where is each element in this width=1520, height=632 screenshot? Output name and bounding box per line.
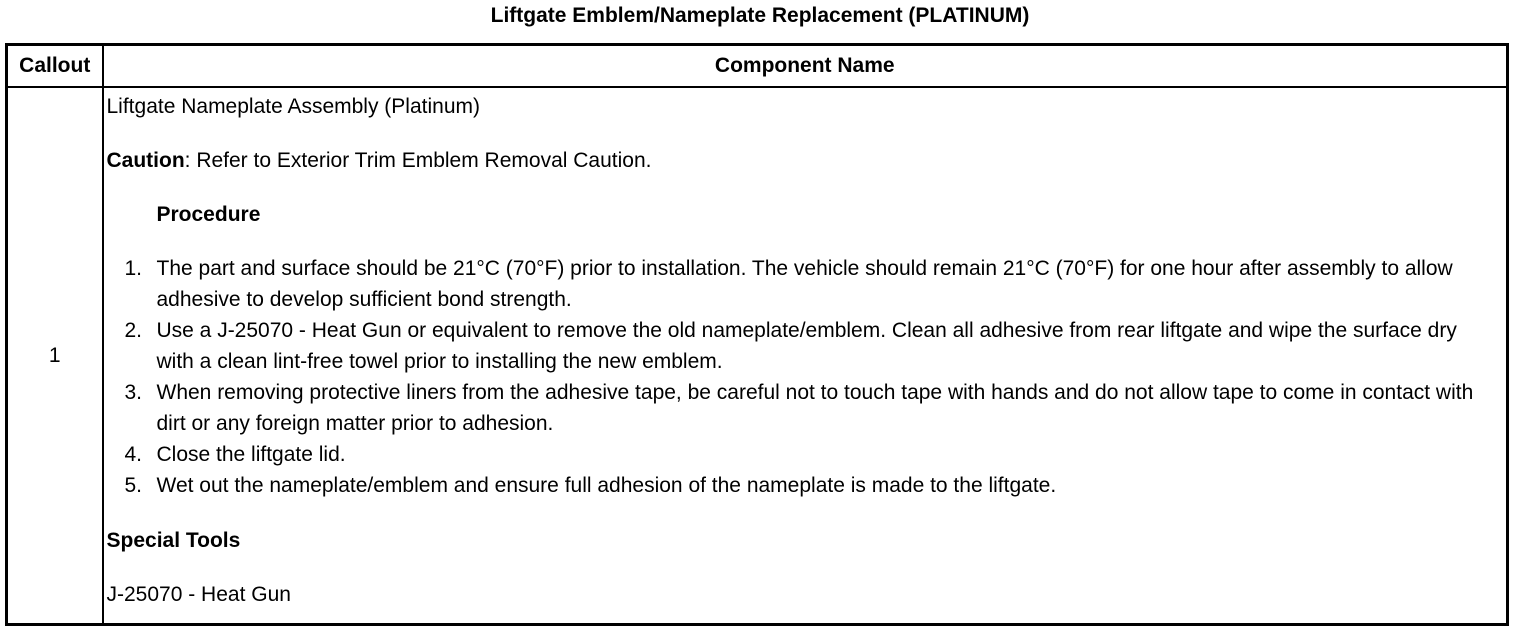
step-text: When removing protective liners from the adhesive tape, be careful not to touch tape with hands and do not allow tape to come in contact with dirt or any foreign matter prior to adhesion. <box>156 381 1474 435</box>
caution-text: : Refer to Exterior Trim Emblem Removal Caution. <box>184 149 652 172</box>
special-tools-heading: Special Tools <box>106 529 241 552</box>
callout-cell: 1 <box>7 87 103 625</box>
table-header-row <box>7 45 1508 88</box>
list-item <box>107 439 1497 470</box>
header-callout: Callout <box>7 45 103 88</box>
step-number: 1. <box>124 257 143 280</box>
step-text: The part and surface should be 21°C (70°F) prior to installation. The vehicle should remain 21°C (70°F) for one hour after assembly to allow adhesive to develop sufficient bond strength. <box>156 257 1453 311</box>
page-title: Liftgate Emblem/Nameplate Replacement (PLATINUM) <box>490 4 1030 27</box>
step-number: 3. <box>124 381 143 404</box>
step-text: Wet out the nameplate/emblem and ensure full adhesion of the nameplate is made to the liftgate. <box>156 474 1057 497</box>
header-component-name: Component Name <box>103 45 1508 88</box>
list-item <box>107 253 1497 315</box>
procedure-heading: Procedure <box>156 203 261 226</box>
component-title: Liftgate Nameplate Assembly (Platinum) <box>106 95 480 118</box>
step-number: 2. <box>124 319 143 342</box>
step-text: Use a J-25070 - Heat Gun or equivalent to remove the old nameplate/emblem. Clean all adhesive from rear liftgate and wipe the surface dry with a clean lint-free towel prior to installing the new emblem. <box>156 319 1457 373</box>
component-table <box>5 43 1509 626</box>
procedure-steps <box>107 253 1497 501</box>
step-number: 4. <box>124 443 143 466</box>
step-text: Close the liftgate lid. <box>156 443 346 466</box>
list-item <box>107 315 1497 377</box>
list-item <box>107 470 1497 501</box>
special-tool-item: J-25070 - Heat Gun <box>106 583 291 606</box>
table-row <box>7 87 1508 625</box>
component-cell <box>103 87 1508 625</box>
list-item <box>107 377 1497 439</box>
caution-note <box>107 145 1497 176</box>
step-number: 5. <box>124 474 143 497</box>
caution-label: Caution <box>106 149 185 172</box>
